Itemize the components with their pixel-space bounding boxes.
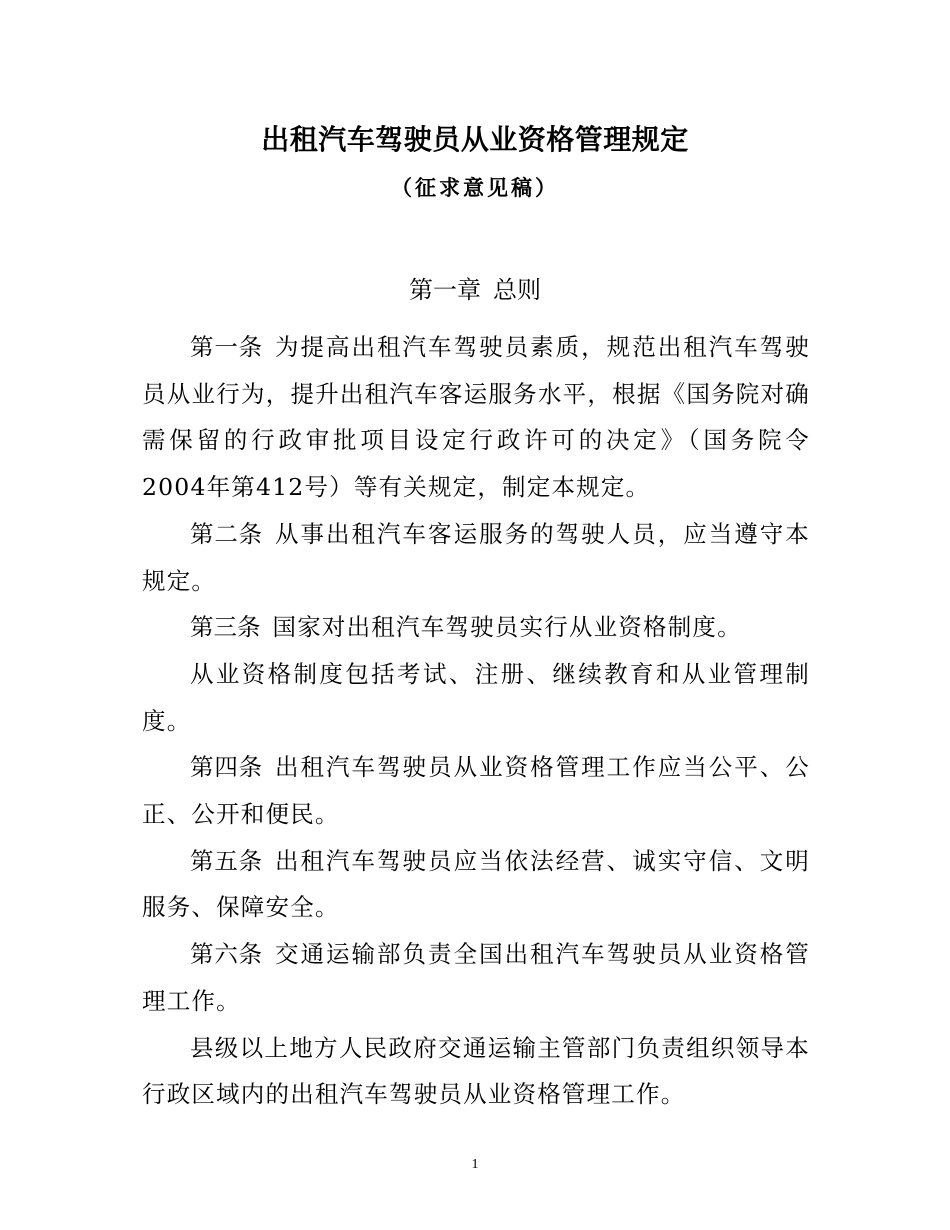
article-text: 国家对出租汽车驾驶员实行从业资格制度。	[272, 613, 742, 642]
paragraph	[142, 604, 810, 651]
article-number: 第四条	[190, 753, 263, 782]
document-title: 出租汽车驾驶员从业资格管理规定	[261, 123, 689, 156]
article-text: 从事出租汽车客运服务的驾驶人员，应当遵守本规定。	[142, 519, 810, 595]
page-number: 1	[471, 1157, 479, 1172]
paragraph	[142, 651, 810, 744]
paragraph	[142, 744, 810, 837]
article-text: 出租汽车驾驶员应当依法经营、诚实守信、文明服务、保障安全。	[142, 846, 810, 922]
chapter-heading	[0, 270, 950, 310]
article-number: 第五条	[190, 846, 263, 875]
paragraph-text: 县级以上地方人民政府交通运输主管部门负责组织领导本行政区域内的出租汽车驾驶员从业资格管理工作。	[142, 1033, 810, 1109]
article-number: 第三条	[190, 613, 261, 642]
article-number: 第六条	[190, 940, 263, 969]
article-number: 第一条	[190, 333, 263, 361]
article-text: 出租汽车驾驶员从业资格管理工作应当公平、公正、公开和便民。	[142, 753, 810, 829]
document-subtitle: （征求意见稿）	[391, 176, 559, 200]
paragraph	[142, 931, 810, 1024]
document-body	[142, 324, 810, 1118]
chapter-name: 总则	[493, 276, 541, 304]
article-text: 为提高出租汽车驾驶员素质，规范出租汽车驾驶员从业行为，提升出租汽车客运服务水平，根据《国务院对确需保留的行政审批项目设定行政许可的决定》（国务院令2004年第412号）等有关规定，制定本规定。	[142, 333, 810, 502]
paragraph-text: 从业资格制度包括考试、注册、继续教育和从业管理制度。	[142, 659, 810, 735]
paragraph	[142, 324, 810, 511]
paragraph	[142, 1025, 810, 1118]
chapter-number: 第一章	[409, 276, 481, 304]
article-number: 第二条	[190, 519, 263, 548]
article-text: 交通运输部负责全国出租汽车驾驶员从业资格管理工作。	[142, 940, 810, 1015]
paragraph	[142, 838, 810, 931]
paragraph	[142, 511, 810, 604]
